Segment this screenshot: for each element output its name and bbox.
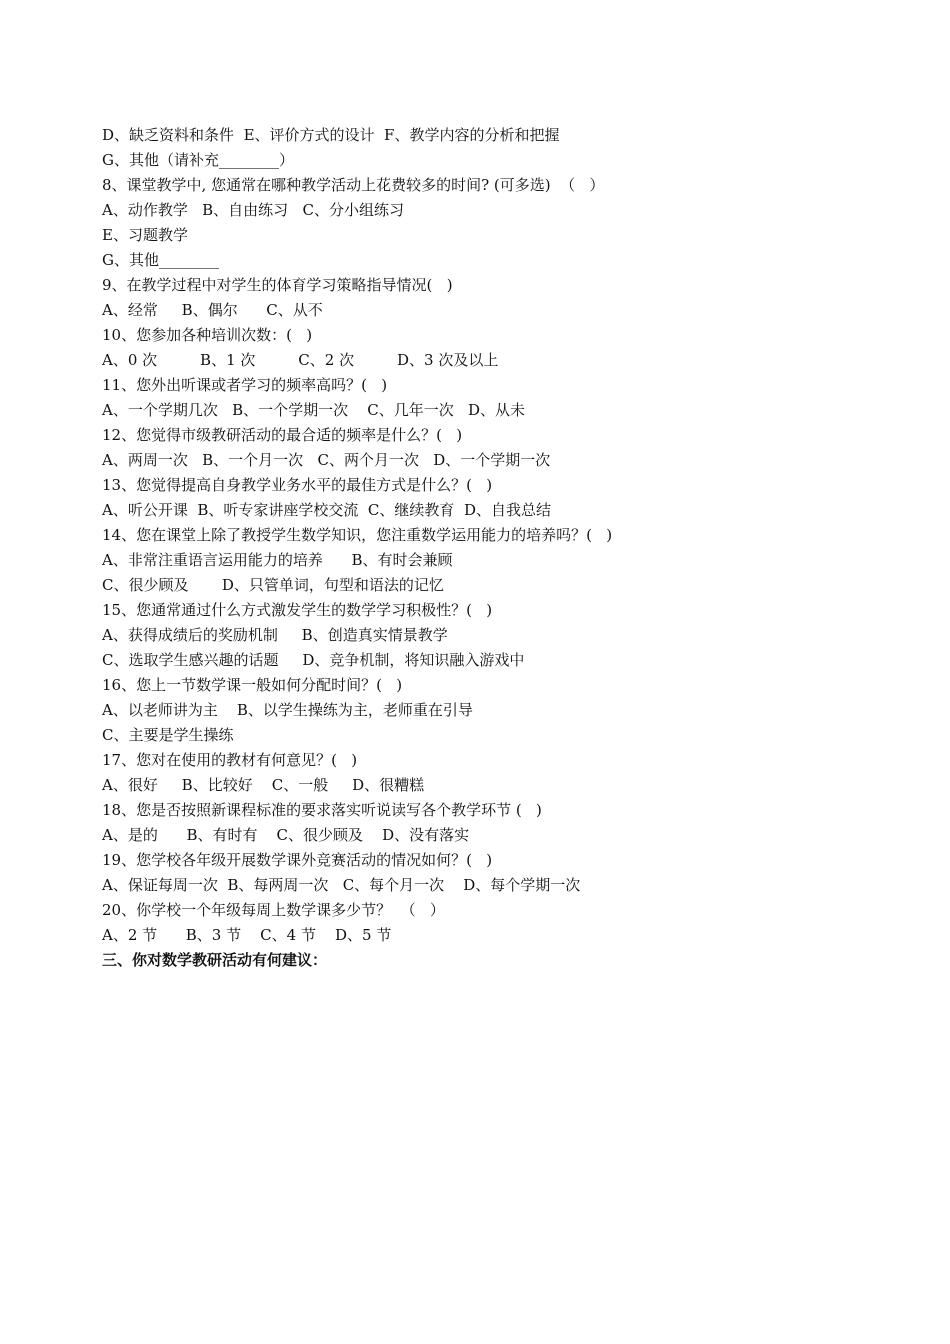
option-line: A、是的 B、有时有 C、很少顾及 D、没有落实 [102, 826, 470, 844]
option-line: A、动作教学 B、自由练习 C、分小组练习 [102, 201, 404, 219]
option-line: A、经常 B、偶尔 C、从不 [102, 301, 323, 319]
option-line: E、习题教学 [102, 226, 188, 244]
option-line: A、获得成绩后的奖励机制 B、创造真实情景教学 [102, 626, 448, 644]
question-17: 17、您对在使用的教材有何意见？( ) [102, 751, 358, 769]
option-line: A、0 次 B、1 次 C、2 次 D、3 次及以上 [102, 351, 499, 369]
section-heading: 三、你对数学教研活动有何建议： [102, 951, 328, 969]
question-11: 11、您外出听课或者学习的频率高吗？( ) [102, 376, 388, 394]
option-line: G、其他（请补充________） [102, 151, 294, 169]
option-line: C、选取学生感兴趣的话题 D、竞争机制，将知识融入游戏中 [102, 651, 525, 669]
question-19: 19、您学校各年级开展数学课外竞赛活动的情况如何？( ) [102, 851, 493, 869]
option-line: A、听公开课 B、听专家讲座学校交流 C、继续教育 D、自我总结 [102, 501, 551, 519]
question-15: 15、您通常通过什么方式激发学生的数学学习积极性？( ) [102, 601, 493, 619]
question-12: 12、您觉得市级教研活动的最合适的频率是什么？( ) [102, 426, 463, 444]
option-line: A、2 节 B、3 节 C、4 节 D、5 节 [102, 926, 392, 944]
question-14: 14、您在课堂上除了教授学生数学知识，您注重数学运用能力的培养吗？( ) [102, 526, 613, 544]
question-13: 13、您觉得提高自身教学业务水平的最佳方式是什么？( ) [102, 476, 493, 494]
option-line: G、其他________ [102, 251, 219, 269]
question-9: 9、在教学过程中对学生的体育学习策略指导情况( ) [102, 276, 453, 294]
question-18: 18、您是否按照新课程标准的要求落实听说读写各个教学环节 ( ) [102, 801, 542, 819]
option-line: A、以老师讲为主 B、以学生操练为主，老师重在引导 [102, 701, 473, 719]
question-10: 10、您参加各种培训次数：( ) [102, 326, 313, 344]
questionnaire-body [102, 123, 882, 973]
option-line: A、保证每周一次 B、每两周一次 C、每个月一次 D、每个学期一次 [102, 876, 581, 894]
option-line: C、很少顾及 D、只管单词，句型和语法的记忆 [102, 576, 444, 594]
question-20: 20、你学校一个年级每周上数学课多少节？ （ ） [102, 901, 445, 919]
question-8: 8、课堂教学中, 您通常在哪种教学活动上花费较多的时间? (可多选) （ ） [102, 176, 605, 194]
option-line: A、一个学期几次 B、一个学期一次 C、几年一次 D、从未 [102, 401, 526, 419]
option-line: A、两周一次 B、一个月一次 C、两个月一次 D、一个学期一次 [102, 451, 551, 469]
option-line: A、非常注重语言运用能力的培养 B、有时会兼顾 [102, 551, 453, 569]
question-16: 16、您上一节数学课一般如何分配时间？( ) [102, 676, 403, 694]
option-line: D、缺乏资料和条件 E、评价方式的设计 F、教学内容的分析和把握 [102, 126, 560, 144]
option-line: C、主要是学生操练 [102, 726, 234, 744]
option-line: A、很好 B、比较好 C、一般 D、很糟糕 [102, 776, 425, 794]
